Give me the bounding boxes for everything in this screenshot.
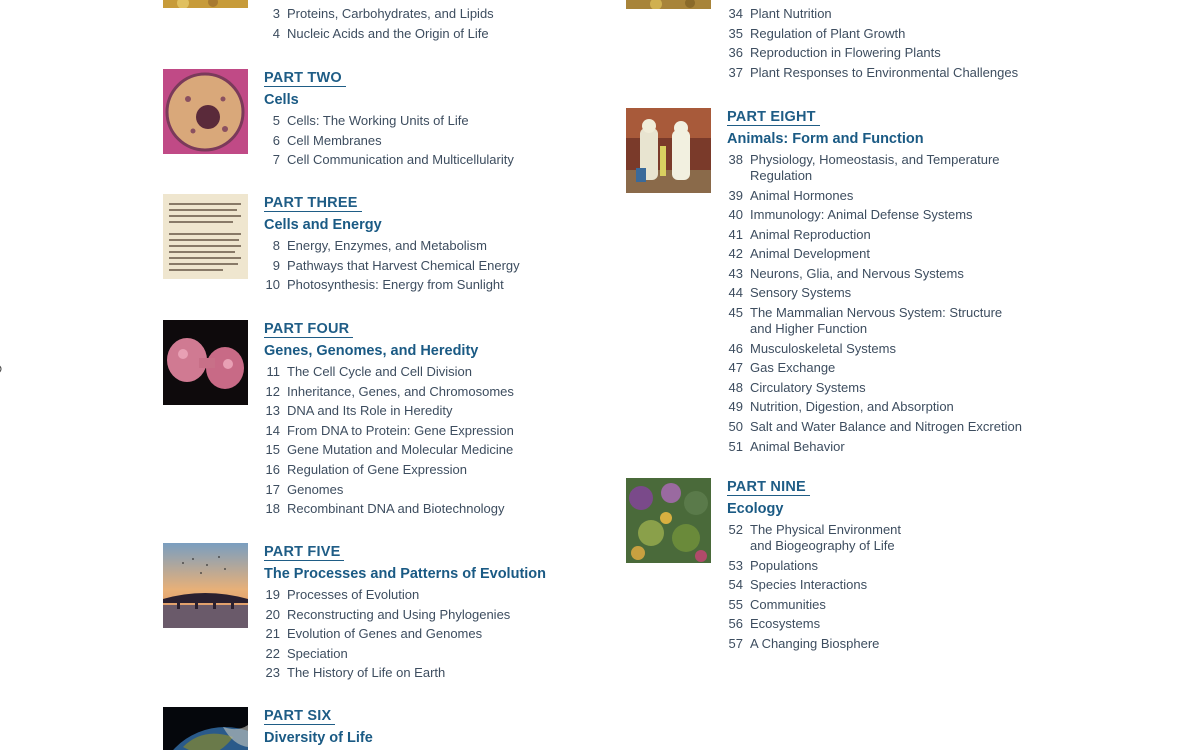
chapter-item[interactable]: 56 Ecosystems: [728, 616, 821, 632]
chapter-item[interactable]: 21 Evolution of Genes and Genomes: [265, 626, 483, 642]
chapter-item[interactable]: 42 Animal Development: [728, 246, 870, 262]
part-label[interactable]: PART FOUR: [264, 321, 353, 338]
cell-photo: [163, 69, 248, 154]
part-title[interactable]: Ecology: [727, 501, 784, 517]
chapter-item[interactable]: 53 Populations: [728, 557, 818, 573]
chapter-item[interactable]: 22 Speciation: [265, 645, 348, 661]
part-label[interactable]: PART FIVE: [264, 544, 344, 561]
part-label[interactable]: PART THREE: [264, 195, 362, 212]
protective-suits-photo: [626, 108, 711, 193]
chapter-list: [727, 152, 1022, 458]
chapter-item[interactable]: 44 Sensory Systems: [728, 285, 852, 301]
chapter-item[interactable]: 41 Animal Reproduction: [728, 226, 871, 242]
chapter-item[interactable]: 12 Inheritance, Genes, and Chromosomes: [265, 383, 514, 399]
part-label[interactable]: PART SIX: [264, 708, 335, 725]
chapter-item[interactable]: 16 Regulation of Gene Expression: [265, 461, 467, 477]
chapter-item[interactable]: 48 Circulatory Systems: [728, 379, 866, 395]
chapter-list: [264, 364, 514, 521]
chapter-item[interactable]: 45 The Mammalian Nervous System: Structure and Higher Function: [728, 305, 1003, 336]
chapter-item[interactable]: 46 Musculoskeletal Systems: [728, 340, 896, 356]
chapter-item[interactable]: 19 Processes of Evolution: [265, 587, 420, 602]
chapter-item[interactable]: 15 Gene Mutation and Molecular Medicine: [265, 442, 514, 458]
chapter-item[interactable]: 55 Communities: [728, 596, 826, 612]
chapter-item[interactable]: 57 A Changing Biosphere: [728, 635, 880, 651]
chapter-item[interactable]: 54 Species Interactions: [728, 577, 868, 593]
chapter-item[interactable]: 7 Cell Communication and Multicellularity: [272, 152, 514, 168]
chapter-list: [264, 238, 520, 297]
chapter-item[interactable]: 38 Physiology, Homeostasis, and Temperature Regulation: [728, 152, 1000, 183]
part-title[interactable]: Cells: [264, 92, 299, 108]
chapter-item[interactable]: 6 Cell Membranes: [272, 132, 382, 148]
chapter-item[interactable]: 9 Pathways that Harvest Chemical Energy: [272, 257, 520, 273]
part-title[interactable]: Animals: Form and Function: [727, 131, 924, 147]
dividing-cell-photo: [163, 320, 248, 405]
chapter-item[interactable]: 51 Animal Behavior: [728, 438, 845, 454]
chapter-item[interactable]: 40 Immunology: Animal Defense Systems: [728, 207, 973, 223]
chapter-item[interactable]: 52 The Physical Environment and Biogeography of Life: [728, 522, 902, 553]
chapter-item[interactable]: 49 Nutrition, Digestion, and Absorption: [728, 399, 954, 415]
chapter-list: [264, 113, 514, 172]
chapter-item[interactable]: 20 Reconstructing and Using Phylogenies: [265, 606, 511, 622]
chapter-item[interactable]: 8 Energy, Enzymes, and Metabolism: [272, 238, 487, 253]
chapter-item[interactable]: 10 Photosynthesis: Energy from Sunlight: [265, 277, 504, 293]
garden-flowers-photo: [626, 478, 711, 563]
part-label[interactable]: PART TWO: [264, 70, 346, 87]
chapter-list: [264, 587, 546, 685]
part-title[interactable]: Genes, Genomes, and Heredity: [264, 343, 479, 359]
chapter-item[interactable]: 39 Animal Hormones: [728, 187, 854, 203]
part-title[interactable]: Diversity of Life: [264, 730, 373, 746]
chapter-item[interactable]: 47 Gas Exchange: [728, 360, 836, 376]
part-title[interactable]: The Processes and Patterns of Evolution: [264, 566, 547, 582]
chapter-item[interactable]: 23 The History of Life on Earth: [265, 665, 446, 681]
part-label[interactable]: PART EIGHT: [727, 109, 820, 126]
chapter-item[interactable]: 11 The Cell Cycle and Cell Division: [266, 364, 472, 379]
earth-photo: [163, 707, 248, 750]
bridge-sunset-photo: [163, 543, 248, 628]
manuscript-photo: [163, 194, 248, 279]
chapter-item[interactable]: 5 Cells: The Working Units of Life: [272, 113, 469, 128]
chapter-list: [727, 522, 902, 655]
chapter-item[interactable]: 18 Recombinant DNA and Biotechnology: [265, 501, 505, 517]
chapter-item[interactable]: 13 DNA and Its Role in Heredity: [265, 403, 453, 419]
mouse-cursor-icon: [0, 362, 5, 376]
chapter-item[interactable]: 43 Neurons, Glia, and Nervous Systems: [728, 265, 964, 281]
part-seven-image: [626, 0, 711, 9]
part-one-image: [163, 0, 248, 8]
chapter-item[interactable]: 17 Genomes: [265, 481, 344, 497]
chapter-item[interactable]: 50 Salt and Water Balance and Nitrogen Excretion: [728, 418, 1022, 434]
part-label[interactable]: PART NINE: [727, 479, 810, 496]
chapter-item[interactable]: 14 From DNA to Protein: Gene Expression: [265, 422, 514, 438]
part-title[interactable]: Cells and Energy: [264, 217, 382, 233]
